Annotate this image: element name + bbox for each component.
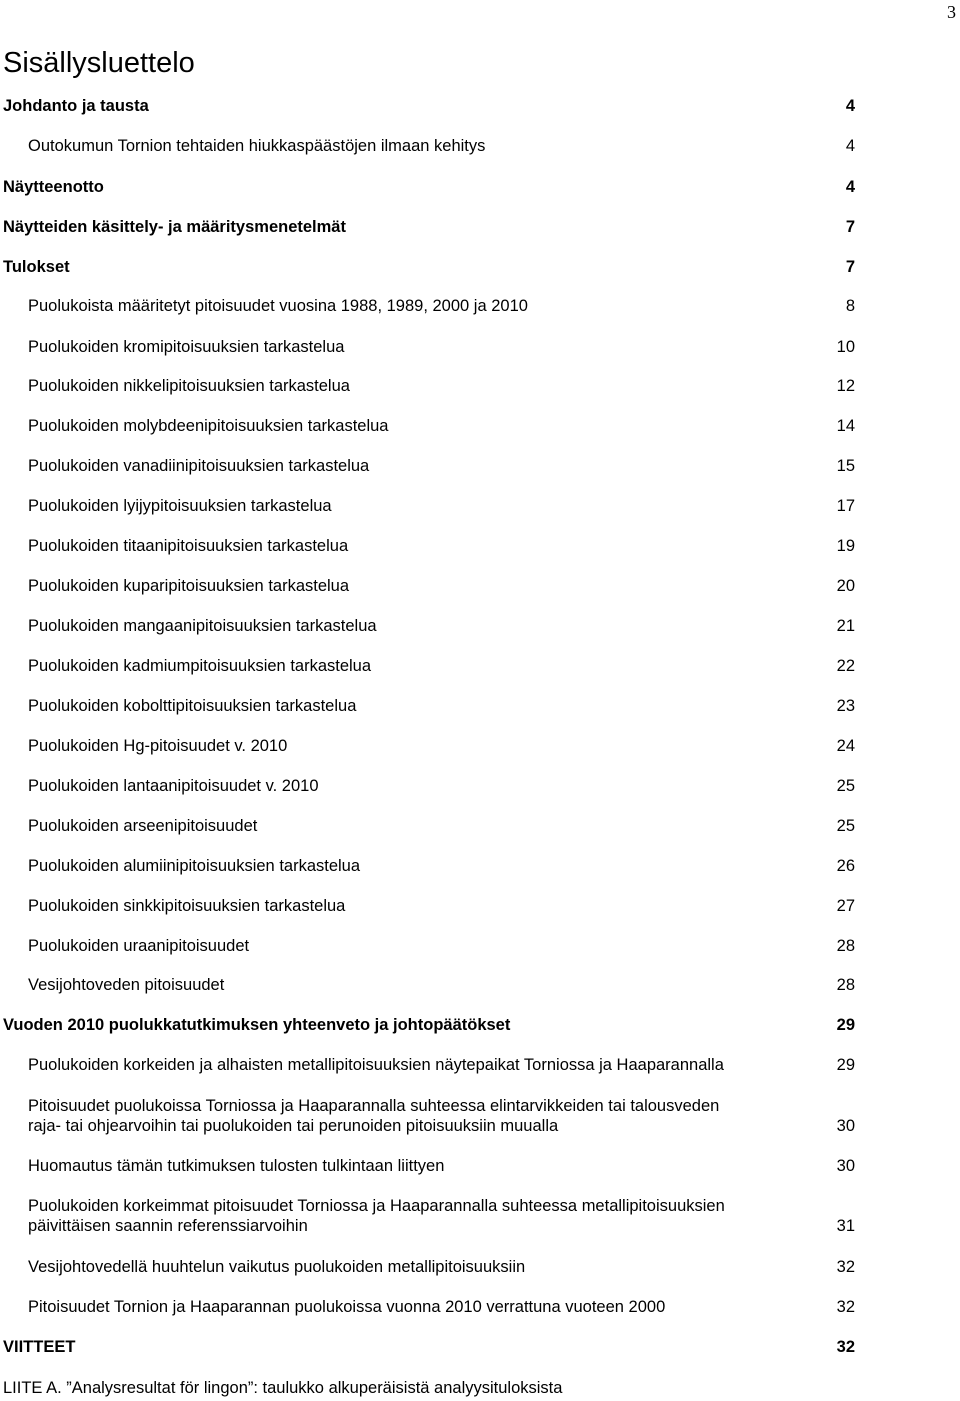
toc-entry[interactable] [0,257,960,277]
toc-entry-page-number: 28 [836,937,855,955]
toc-entry-label: Johdanto ja tausta [3,97,149,115]
toc-entry[interactable] [0,337,960,357]
toc-entry[interactable] [0,296,960,316]
toc-entry[interactable] [0,96,960,116]
toc-entry-page-number: 27 [836,897,855,915]
toc-entry-page-number: 32 [836,1258,855,1276]
toc-entry-label: Puolukoiden mangaanipitoisuuksien tarkastelua [28,617,377,635]
toc-entry-page-number: 8 [845,297,855,315]
toc-entry[interactable] [0,936,960,956]
toc-entry-label: Puolukoiden lyijypitoisuuksien tarkastelua [28,497,332,515]
toc-entry-page-number: 7 [845,218,855,236]
toc-entry[interactable] [0,136,960,156]
toc-entry-label: Näytteenotto [3,178,104,196]
toc-entry[interactable] [0,656,960,676]
toc-entry[interactable] [0,576,960,596]
toc-entry[interactable] [0,536,960,556]
toc-entry[interactable] [0,736,960,756]
toc-entry[interactable] [0,217,960,237]
toc-entry-label: Näytteiden käsittely- ja määritysmenetelmät [3,218,346,236]
toc-entry[interactable] [0,616,960,636]
toc-entry-page-number: 30 [836,1117,855,1135]
toc-entry-page-number: 24 [836,737,855,755]
toc-entry[interactable] [0,1196,960,1236]
toc-entry[interactable] [0,696,960,716]
toc-entry[interactable] [0,177,960,197]
toc-entry-label: Vesijohtoveden pitoisuudet [28,976,225,994]
toc-entry-page-number: 14 [836,417,855,435]
toc-entry-label: Vesijohtovedellä huuhtelun vaikutus puolukoiden metallipitoisuuksiin [28,1258,526,1276]
toc-entry[interactable] [0,1015,960,1035]
toc-entry-page-number: 7 [845,258,855,276]
toc-entry-label: Puolukoiden sinkkipitoisuuksien tarkastelua [28,897,346,915]
toc-entry[interactable] [0,496,960,516]
toc-entry-page-number: 28 [836,976,855,994]
toc-entry[interactable] [0,1096,960,1136]
toc-entry-page-number: 4 [845,137,855,155]
toc-entry-page-number: 21 [836,617,855,635]
toc-entry-label: Puolukoiden molybdeenipitoisuuksien tarkastelua [28,417,389,435]
toc-entry-label: Pitoisuudet Tornion ja Haaparannan puolukoissa vuonna 2010 verrattuna vuoteen 2000 [28,1298,666,1316]
page-number: 3 [947,2,956,22]
toc-entry-page-number: 25 [836,777,855,795]
toc-entry-page-number: 20 [836,577,855,595]
toc-entry[interactable] [0,1055,960,1075]
toc-entry-page-number: 17 [836,497,855,515]
toc-entry-label: Outokumun Tornion tehtaiden hiukkaspäästöjen ilmaan kehitys [28,137,486,155]
toc-entry[interactable] [0,856,960,876]
toc-entry-page-number: 26 [836,857,855,875]
toc-entry-page-number: 15 [836,457,855,475]
toc-entry-page-number: 29 [836,1016,855,1034]
toc-entry[interactable] [0,376,960,396]
toc-entry-label: Puolukoiden korkeimmat pitoisuudet Torniossa ja Haaparannalla suhteessa metallipitoisuuksien päivittäisen saannin referenssiarvoihin [28,1197,725,1235]
toc-entry-label: Puolukoiden titaanipitoisuuksien tarkastelua [28,537,349,555]
toc-entry-label: Puolukoiden alumiinipitoisuuksien tarkastelua [28,857,361,875]
toc-entry-label: Puolukoiden kobolttipitoisuuksien tarkastelua [28,697,357,715]
toc-entry-page-number: 30 [836,1157,855,1175]
toc-entry[interactable] [0,1337,960,1357]
toc-entry[interactable] [0,416,960,436]
toc-entry-page-number: 10 [836,338,855,356]
appendix-line: LIITE A. ”Analysresultat för lingon”: taulukko alkuperäisistä analyysituloksista [3,1379,563,1397]
toc-entry-label: Puolukoiden kadmiumpitoisuuksien tarkastelua [28,657,372,675]
toc-entry-label: Puolukoiden arseenipitoisuudet [28,817,258,835]
toc-entry-label: Vuoden 2010 puolukkatutkimuksen yhteenveto ja johtopäätökset [3,1016,511,1034]
toc-entry-label: Puolukoiden kromipitoisuuksien tarkastelua [28,338,345,356]
toc-entry-page-number: 29 [836,1056,855,1074]
toc-entry-label: Puolukoiden korkeiden ja alhaisten metallipitoisuuksien näytepaikat Torniossa ja Haaparannalla [28,1056,724,1074]
toc-entry-label: Puolukoiden kuparipitoisuuksien tarkastelua [28,577,350,595]
toc-entry-label: Puolukoista määritetyt pitoisuudet vuosina 1988, 1989, 2000 ja 2010 [28,297,528,315]
toc-entry-page-number: 23 [836,697,855,715]
toc-entry-page-number: 32 [836,1298,855,1316]
toc-entry[interactable] [0,456,960,476]
toc-entry-label: Puolukoiden vanadiinipitoisuuksien tarkastelua [28,457,370,475]
toc-entry-label: VIITTEET [3,1338,76,1356]
toc-entry-page-number: 4 [845,178,855,196]
toc-entry-label: Pitoisuudet puolukoissa Torniossa ja Haaparannalla suhteessa elintarvikkeiden tai talousveden raja- tai ohjearvoihin tai puolukoiden tai perunoiden pitoisuuksiin muualla [28,1097,720,1135]
toc-entry-page-number: 25 [836,817,855,835]
toc-entry[interactable] [0,1156,960,1176]
toc-entry-label: Puolukoiden uraanipitoisuudet [28,937,250,955]
toc-entry-page-number: 32 [836,1338,855,1356]
toc-entry-page-number: 22 [836,657,855,675]
toc-entry-page-number: 31 [836,1217,855,1235]
toc-entry-page-number: 19 [836,537,855,555]
toc-entry-label: Puolukoiden lantaanipitoisuudet v. 2010 [28,777,319,795]
toc-entry-page-number: 12 [836,377,855,395]
toc-entry-label: Huomautus tämän tutkimuksen tulosten tulkintaan liittyen [28,1157,445,1175]
toc-entry-page-number: 4 [845,97,855,115]
toc-entry-label: Tulokset [3,258,70,276]
toc-entry[interactable] [0,776,960,796]
toc-entry-label: Puolukoiden nikkelipitoisuuksien tarkastelua [28,377,350,395]
toc-entry[interactable] [0,1297,960,1317]
toc-title: Sisällysluettelo [3,47,195,79]
toc-entry[interactable] [0,975,960,995]
toc-entry[interactable] [0,1257,960,1277]
toc-entry[interactable] [0,816,960,836]
toc-entry-label: Puolukoiden Hg-pitoisuudet v. 2010 [28,737,288,755]
toc-entry[interactable] [0,896,960,916]
